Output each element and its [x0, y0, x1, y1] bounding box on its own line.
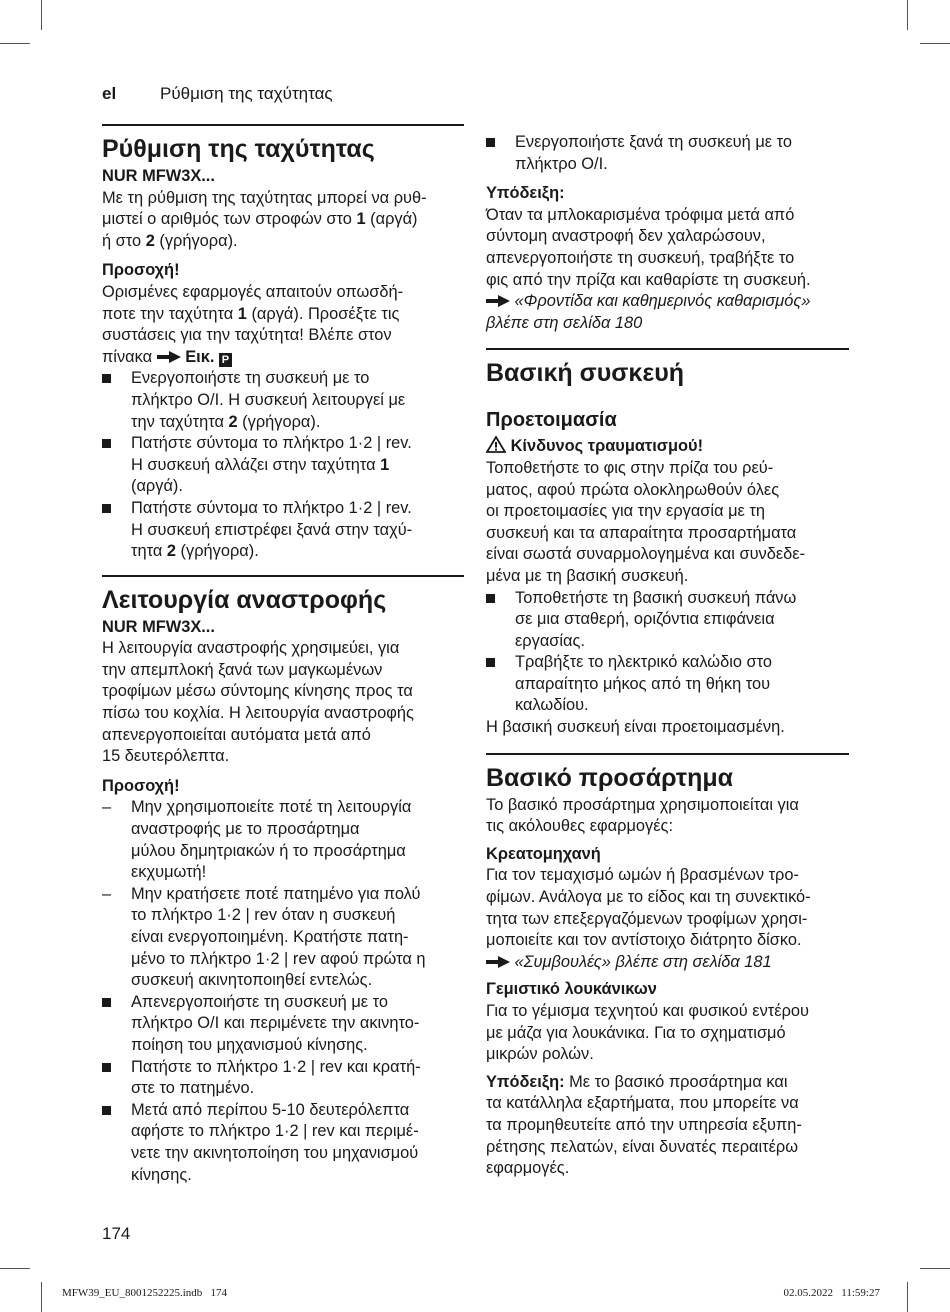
square-bullet-icon: [486, 594, 495, 603]
square-bullet-icon: [486, 658, 495, 667]
crop-mark: [0, 1268, 30, 1269]
list-item: Μετά από περίπου 5-10 δευτερόλεπτα αφήστε το πλήκτρο 1·2 | rev και περιμέ- νετε την ακινητοποίηση του μηχανισμού κίνησης.: [102, 1100, 464, 1186]
danger-title: Κίνδυνος τραυματισμού!: [486, 436, 849, 458]
cross-reference-link[interactable]: «Συμβουλές» βλέπε στη σελίδα 181: [510, 952, 772, 971]
running-header-title: Ρύθμιση της ταχύτητας: [160, 84, 333, 103]
crop-mark: [920, 1268, 950, 1269]
mincer-title: Κρεατομηχανή: [486, 844, 601, 863]
square-bullet-icon: [102, 998, 111, 1007]
figure-reference[interactable]: Εικ.: [185, 347, 215, 366]
hint-text: Όταν τα μπλοκαρισμένα τρόφιμα μετά από σύντομη αναστροφή δεν χαλαρώσουν, απενεργοποιήστε τη συσκευή, τραβήξτε το φις από την πρίζα και καθαρίστε τη συσκευή. «Φροντίδα και καθημερινός καθαρισμός» βλέπε στη σελίδα 180: [486, 205, 811, 332]
danger-text: Τοποθετήστε το φις στην πρίζα του ρεύ- ματος, αφού πρώτα ολοκληρωθούν όλες οι προετοιμασίες για την εργασία με τη συσκευή και τα απαραίτητα προσαρτήματα είναι σωστά συναρμολογημένα και συνδεδε- μένα με τη βασική συσκευή.: [486, 458, 806, 585]
reverse-intro: Η λειτουργία αναστροφής χρησιμεύει, για την απεμπλοκή ξανά των μαγκωμένων τροφίμων μέσω σύντομης κίνησης προς τα πίσω του κοχλία. Η λειτουργία αναστροφής απενεργοποιείται αυτόματα μετά από 15 δευτερόλεπτα.: [102, 639, 414, 766]
cross-reference-link[interactable]: «Φροντίδα και καθημερινός καθαρισμός»: [510, 292, 811, 311]
list-item: Απενεργοποιήστε τη συσκευή με το πλήκτρο O/I και περιμένετε την ακινητο- ποίηση του μηχανισμού κίνησης.: [102, 992, 464, 1057]
list-item: Πατήστε σύντομα το πλήκτρο 1·2 | rev. Η συσκευή επιστρέφει ξανά στην ταχύ- τητα 2 (γρήγορα).: [102, 498, 464, 563]
list-item: – Μην κρατήσετε ποτέ πατημένο για πολύ το πλήκτρο 1·2 | rev όταν η συσκευή είναι ενεργοποιημένη. Κρατήστε πατη- μένο το πλήκτρο 1·2 | rev αφού πρώτα η συσκευή ακινητοποιηθεί εντελώς.: [102, 884, 426, 990]
square-bullet-icon: [102, 1063, 111, 1072]
section-title-base-unit: Βασική συσκευή: [486, 348, 849, 390]
cross-reference-page: βλέπε στη σελίδα 180: [486, 313, 643, 332]
section-title-reverse: Λειτουργία αναστροφής: [102, 575, 464, 617]
section-title-attachment: Βασικό προσάρτημα: [486, 753, 849, 795]
figure-p-box: P: [219, 353, 232, 367]
square-bullet-icon: [102, 439, 111, 448]
crop-mark: [41, 0, 42, 30]
subsection-title-preparation: Προετοιμασία: [486, 409, 617, 432]
speed-steps: [102, 368, 464, 562]
crop-mark: [907, 0, 908, 30]
crop-mark: [920, 43, 950, 44]
list-item: Πατήστε το πλήκτρο 1·2 | rev και κρατή- στε το πατημένο.: [102, 1057, 464, 1100]
arrow-right-icon: [157, 351, 181, 363]
reverse-steps-cont: [486, 132, 849, 175]
caution-text: Ορισμένες εφαρμογές απαιτούν οπωσδή- ποτε την ταχύτητα 1 (αργά). Προσέξτε τις συστάσεις για την ταχύτητα! Βλέπε στον πίνακα Εικ. P: [102, 282, 404, 366]
hint-title: Υπόδειξη:: [486, 184, 565, 203]
crop-mark: [0, 43, 30, 44]
caution-title: Προσοχή!: [102, 776, 180, 795]
list-item: – Μην χρησιμοποιείτε ποτέ τη λειτουργία αναστροφής με το προσάρτημα μύλου δημητριακών ή το προσάρτημα εκχυμωτή!: [102, 798, 412, 882]
print-timestamp: 02.05.2022 11:59:27: [783, 1287, 880, 1299]
base-ready-text: Η βασική συσκευή είναι προετοιμασμένη.: [486, 718, 785, 737]
square-bullet-icon: [102, 374, 111, 383]
attachment-hint: Υπόδειξη: Με το βασικό προσάρτημα και τα κατάλληλα εξαρτήματα, που μπορείτε να τα προμηθευτείτε από την υπηρεσία εξυπη- ρέτησης πελατών, είναι δυνατές περαιτέρω εφαρμογές.: [486, 1072, 802, 1178]
square-bullet-icon: [102, 504, 111, 513]
attachment-intro: Το βασικό προσάρτημα χρησιμοποιείται για τις ακόλουθες εφαρμογές:: [486, 795, 799, 836]
list-item: Πατήστε σύντομα το πλήκτρο 1·2 | rev. Η συσκευή αλλάζει στην ταχύτητα 1 (αργά).: [102, 433, 464, 498]
left-column: [102, 124, 464, 1186]
page-number: 174: [102, 1224, 131, 1243]
model-label: NUR MFW3X...: [102, 617, 215, 636]
sausage-filler-title: Γεμιστικό λουκάνικων: [486, 980, 657, 999]
list-item: Τοποθετήστε τη βασική συσκευή πάνω σε μια σταθερή, οριζόντια επιφάνεια εργασίας.: [486, 588, 849, 653]
sausage-filler-text: Για το γέμισμα τεχνητού και φυσικού εντέρου με μάζα για λουκάνικα. Για το σχηματισμό μικρών ρολών.: [486, 1002, 809, 1064]
square-bullet-icon: [486, 138, 495, 147]
section-title-speed: Ρύθμιση της ταχύτητας: [102, 124, 464, 166]
crop-mark: [41, 1282, 42, 1312]
arrow-right-icon: [486, 295, 510, 307]
warning-triangle-icon: [486, 436, 506, 453]
square-bullet-icon: [102, 1106, 111, 1115]
list-item: Ενεργοποιήστε τη συσκευή με το πλήκτρο O/I. Η συσκευή λειτουργεί με την ταχύτητα 2 (γρήγορα).: [102, 368, 464, 433]
caution-title: Προσοχή!: [102, 261, 180, 280]
speed-intro: Με τη ρύθμιση της ταχύτητας μπορεί να ρυθ- μιστεί ο αριθμός των στροφών στο 1 (αργά) ή στο 2 (γρήγορα).: [102, 188, 427, 250]
print-file-info: MFW39_EU_8001252225.indb 174: [62, 1287, 227, 1299]
list-item: Ενεργοποιήστε ξανά τη συσκευή με το πλήκτρο O/I.: [486, 132, 849, 175]
mincer-text: Για τον τεμαχισμό ωμών ή βρασμένων τρο- φίμων. Ανάλογα με το είδος και τη συνεκτικό- τητα των επεξεργαζόμενων τροφίμων χρησι- μοποιείτε και τον αντίστοιχο διάτρητο δίσκο. «Συμβουλές» βλέπε στη σελίδα 181: [486, 866, 811, 971]
language-code: el: [102, 84, 117, 103]
arrow-right-icon: [486, 956, 510, 968]
list-item: Τραβήξτε το ηλεκτρικό καλώδιο στο απαραίτητο μήκος από τη θήκη του καλωδίου.: [486, 652, 849, 717]
reverse-warnings: [102, 797, 464, 1186]
right-column: [486, 132, 849, 1180]
base-steps: [486, 588, 849, 718]
model-label: NUR MFW3X...: [102, 167, 215, 185]
crop-mark: [907, 1282, 908, 1312]
